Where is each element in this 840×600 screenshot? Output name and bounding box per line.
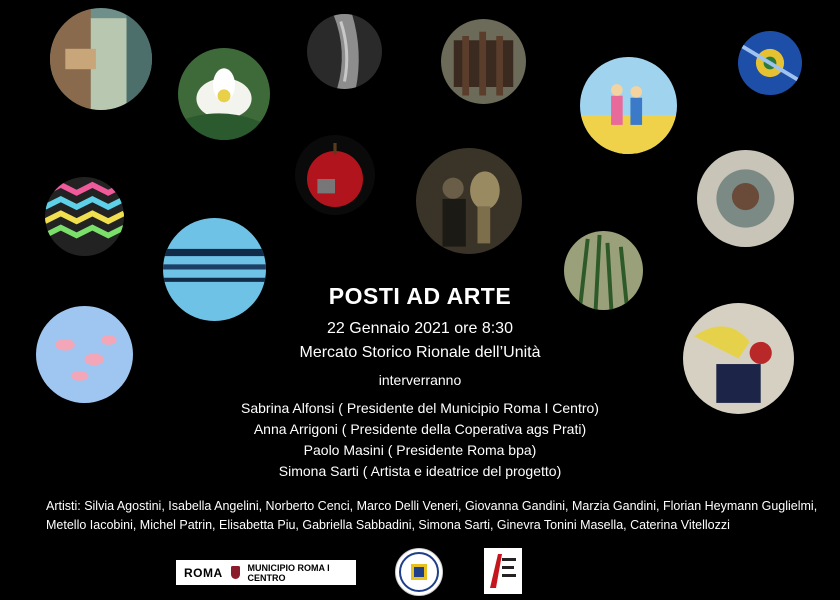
roma-crest-icon <box>231 566 240 579</box>
artwork-tuba-player <box>416 148 522 254</box>
speakers-intro: interverranno <box>378 372 462 388</box>
artwork-bark-sculpture <box>307 14 382 89</box>
artists-list: Artisti: Silvia Agostini, Isabella Angelini, Norberto Cenci, Marco Delli Veneri, Giovanna Gandini, Marzia Gandini, Florian Heymann Guglielmi, Metello Iacobini, Michel Patrin, Elisabetta Piu, Gabriella Sabbadini, Simona Sarti, Ginevra Tonini Masella, Caterina Vitellozzi <box>46 499 818 532</box>
artwork-apple <box>295 135 375 215</box>
mercato-seal-icon <box>396 549 442 595</box>
roma-label: ROMA <box>184 565 223 580</box>
speaker-item: Anna Arrigoni ( Presidente della Coperativa ags Prati) <box>253 421 587 437</box>
roma-municipio-logo <box>176 560 356 585</box>
artwork-water-lily <box>178 48 270 140</box>
artwork-chairs <box>441 19 526 104</box>
event-date: 22 Gennaio 2021 ore 8:30 <box>327 320 513 337</box>
artwork-mirror-portrait <box>697 150 794 247</box>
municipio-label: MUNICIPIO ROMA I CENTRO <box>247 562 330 583</box>
speaker-item: Simona Sarti ( Artista e ideatrice del progetto) <box>278 463 562 479</box>
arte-altra-logo <box>484 548 522 594</box>
event-title: POSTI AD ARTE <box>328 283 512 309</box>
speakers-list <box>0 398 840 482</box>
artwork-zigzag <box>45 177 124 256</box>
mercato-logo <box>395 548 443 596</box>
artwork-abstract-panels <box>50 8 152 110</box>
event-venue: Mercato Storico Rionale dell’Unità <box>299 344 541 361</box>
artwork-children-beach <box>580 57 677 154</box>
speaker-item: Paolo Masini ( Presidente Roma bpa) <box>303 442 537 458</box>
speaker-item: Sabrina Alfonsi ( Presidente del Municipio Roma I Centro) <box>241 400 599 416</box>
arte-altra-mark-icon <box>484 548 522 594</box>
artwork-blue-mosaic <box>738 31 802 95</box>
